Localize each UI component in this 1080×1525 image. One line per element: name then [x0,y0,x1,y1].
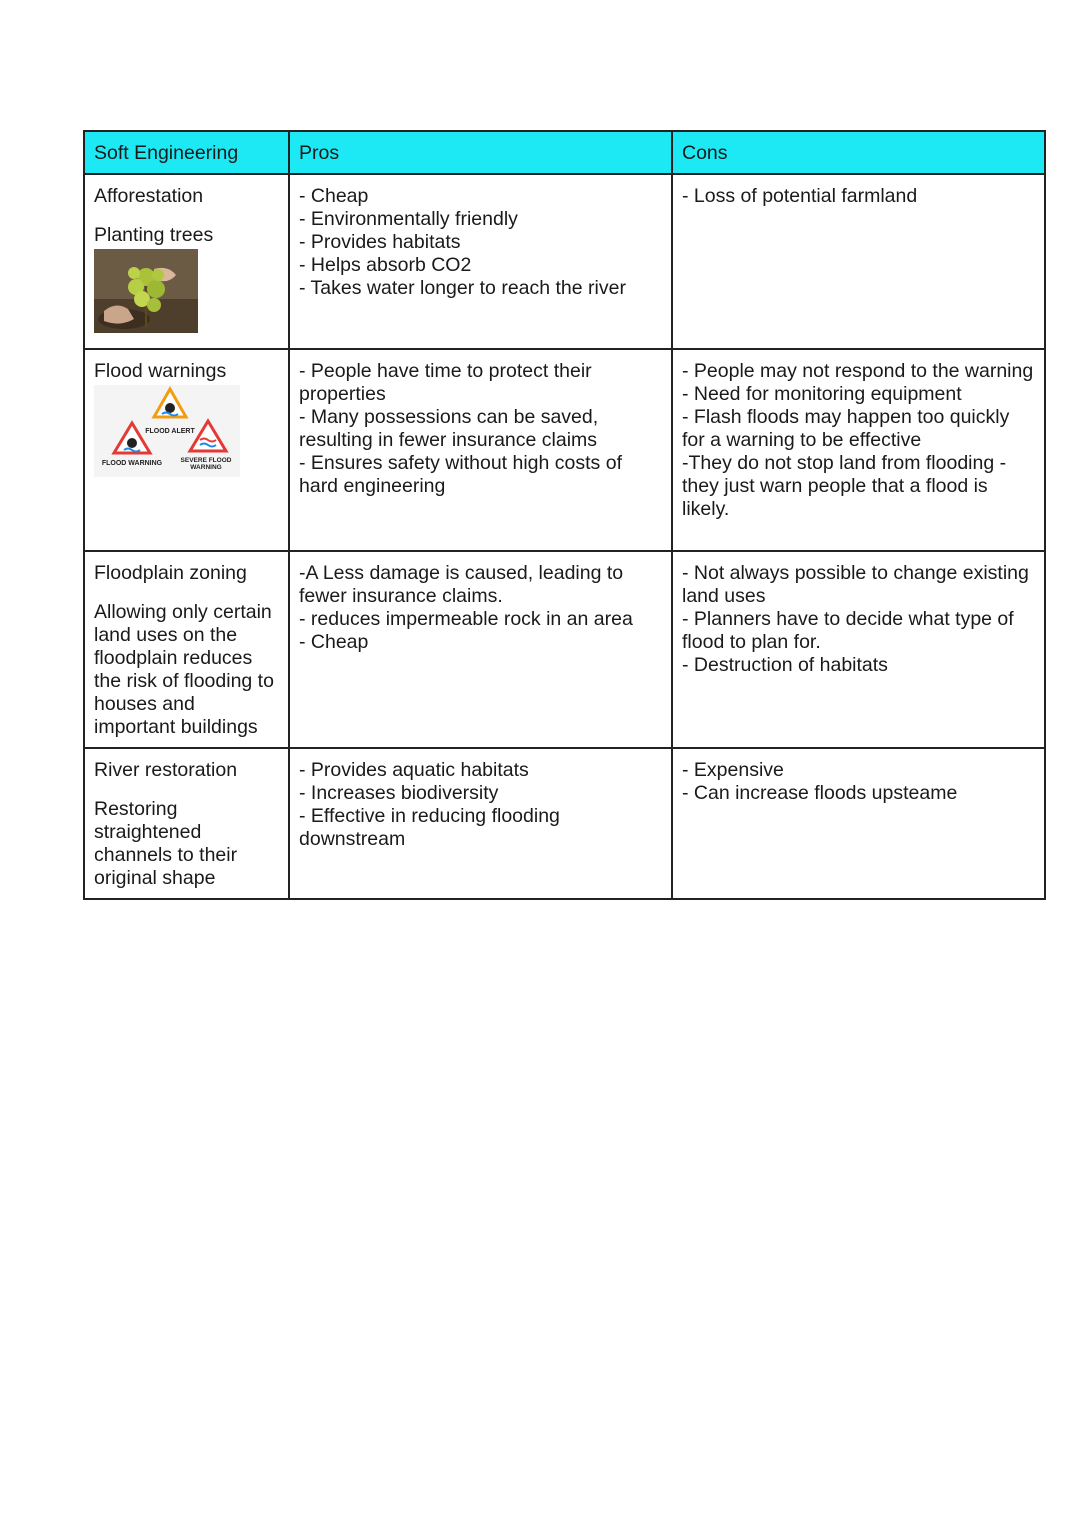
severe-flood-label-1: SEVERE FLOOD [180,457,232,464]
pro-item: -A Less damage is caused, leading to fewer insurance claims. [299,562,629,607]
header-row [84,131,1045,174]
pros-cell [289,349,672,551]
pro-item: - Provides habitats [299,231,461,253]
con-item: - Destruction of habitats [682,654,888,676]
pro-item: - Environmentally friendly [299,208,518,230]
flood-warning-signs-icon [94,385,240,477]
cons-cell [672,349,1045,551]
table-row [84,748,1045,899]
method-description: Planting trees [94,224,214,246]
method-cell [84,174,289,349]
con-item: - Can increase floods upsteame [682,782,958,804]
con-item: - Expensive [682,759,784,781]
severe-flood-label-2: WARNING [190,464,222,471]
pros-cell [289,174,672,349]
flood-alert-label: FLOOD ALERT [145,428,195,435]
con-item: - People may not respond to the warning [682,360,1034,382]
pro-item: - Takes water longer to reach the river [299,277,626,299]
pro-item: - Ensures safety without high costs of hard engineering [299,452,628,497]
header-soft-engineering: Soft Engineering [84,131,289,174]
method-name: Afforestation [94,185,204,207]
cons-cell [672,174,1045,349]
pro-item: - Many possessions can be saved, resulting in fewer insurance claims [299,406,604,451]
table-row [84,349,1045,551]
con-item: - Not always possible to change existing land uses [682,562,1035,607]
method-name: River restoration [94,759,238,781]
method-cell [84,551,289,748]
pros-cell [289,551,672,748]
con-item: - Planners have to decide what type of flood to plan for. [682,608,1020,653]
method-cell [84,748,289,899]
method-name: Floodplain zoning [94,562,247,584]
pro-item: - reduces impermeable rock in an area [299,608,633,630]
method-description: Allowing only certain land uses on the floodplain reduces the risk of flooding to houses and important buildings [94,601,274,738]
flood-warning-label: FLOOD WARNING [101,460,163,467]
soft-engineering-table [83,130,1046,900]
tree-planting-photo-icon [94,249,198,333]
header-pros: Pros [289,131,672,174]
method-description: Restoring straightened channels to their original shape [94,798,238,889]
header-cons: Cons [672,131,1045,174]
con-item: - Flash floods may happen too quickly for a warning to be effective [682,406,1015,451]
cons-cell [672,551,1045,748]
con-item: -They do not stop land from flooding - they just warn people that a flood is likely. [682,452,1012,520]
pro-item: - Cheap [299,185,369,207]
con-item: - Need for monitoring equipment [682,383,962,405]
con-item: - Loss of potential farmland [682,185,918,207]
method-name: Flood warnings [94,360,227,382]
table-row [84,174,1045,349]
pros-cell [289,748,672,899]
table-row [84,551,1045,748]
cons-cell [672,748,1045,899]
pro-item: - People have time to protect their properties [299,360,598,405]
pro-item: - Helps absorb CO2 [299,254,472,276]
pro-item: - Increases biodiversity [299,782,499,804]
pro-item: - Cheap [299,631,369,653]
soft-engineering-table-container [83,130,1044,900]
pro-item: - Effective in reducing flooding downstream [299,805,566,850]
pro-item: - Provides aquatic habitats [299,759,529,781]
method-cell [84,349,289,551]
